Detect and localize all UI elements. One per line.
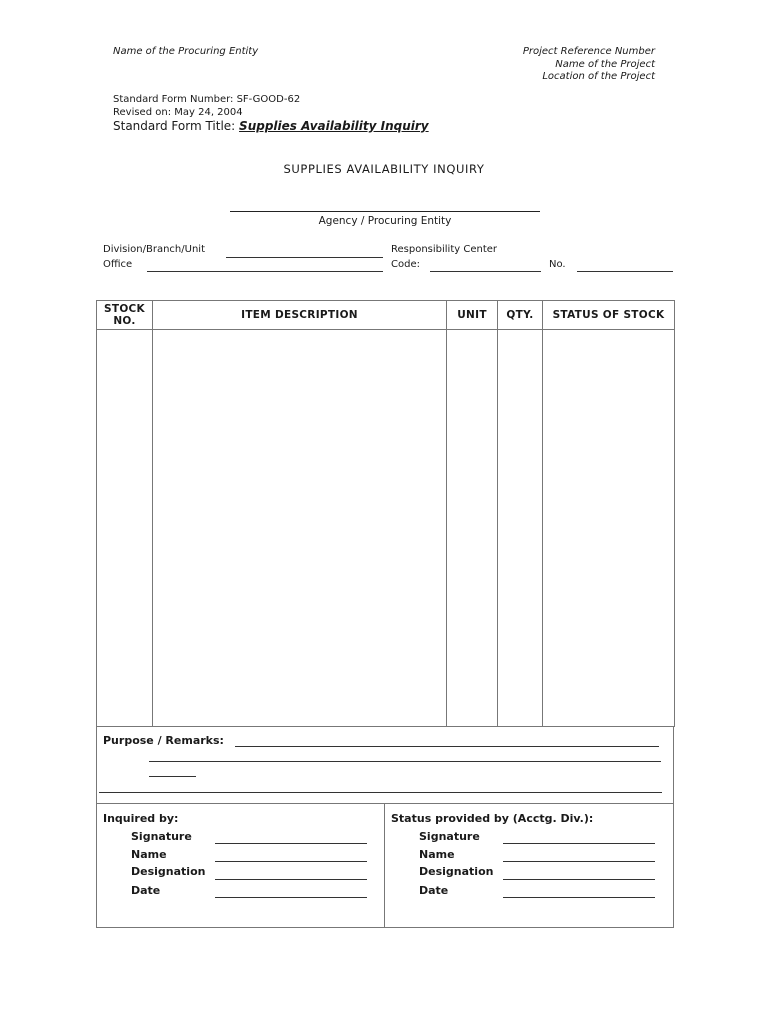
- status-designation-label: Designation: [419, 865, 494, 878]
- code-label: Code:: [391, 259, 420, 270]
- no-label: No.: [549, 259, 566, 270]
- division-input-line[interactable]: [226, 257, 383, 258]
- responsibility-center-label: Responsibility Center: [391, 244, 498, 255]
- inquired-signature-label: Signature: [131, 830, 192, 843]
- document-title: SUPPLIES AVAILABILITY INQUIRY: [283, 162, 485, 176]
- inquired-by-heading: Inquired by:: [103, 812, 179, 825]
- qty-cell[interactable]: [498, 330, 543, 727]
- form-meta: [113, 94, 429, 133]
- inquired-designation-label: Designation: [131, 865, 206, 878]
- status-of-stock-cell[interactable]: [543, 330, 675, 727]
- inquired-signature-line[interactable]: [215, 843, 367, 844]
- project-name: Name of the Project: [555, 58, 655, 70]
- purpose-line-4[interactable]: [99, 792, 662, 793]
- inquired-designation-line[interactable]: [215, 879, 367, 880]
- agency-label: Agency / Procuring Entity: [318, 215, 452, 227]
- office-input-line[interactable]: [147, 271, 383, 272]
- no-input-line[interactable]: [577, 271, 673, 272]
- inquired-date-label: Date: [131, 884, 161, 897]
- purpose-line-1[interactable]: [235, 746, 659, 747]
- status-designation-line[interactable]: [503, 879, 655, 880]
- code-input-line[interactable]: [430, 271, 541, 272]
- status-date-line[interactable]: [503, 897, 655, 898]
- stock-no-cell[interactable]: [97, 330, 153, 727]
- status-signature-label: Signature: [419, 830, 480, 843]
- purpose-line-3[interactable]: [149, 776, 196, 777]
- purpose-remarks-section: [96, 726, 674, 804]
- inquired-name-label: Name: [131, 848, 167, 861]
- office-label: Office: [103, 259, 133, 270]
- purpose-remarks-label: Purpose / Remarks:: [103, 734, 224, 747]
- inquired-name-line[interactable]: [215, 861, 367, 862]
- procuring-entity-name: Name of the Procuring Entity: [113, 46, 259, 57]
- status-date-label: Date: [419, 884, 449, 897]
- items-table: [96, 300, 675, 727]
- project-location: Location of the Project: [542, 71, 655, 82]
- inquired-date-line[interactable]: [215, 897, 367, 898]
- project-reference-number: Project Reference Number: [522, 46, 655, 57]
- form-number: Standard Form Number: SF-GOOD-62: [113, 94, 301, 105]
- purpose-line-2[interactable]: [149, 761, 661, 762]
- table-header-row: [97, 301, 675, 330]
- form-title-line: [113, 120, 429, 133]
- item-description-cell[interactable]: [153, 330, 447, 727]
- division-label: Division/Branch/Unit: [103, 244, 205, 255]
- status-name-line[interactable]: [503, 861, 655, 862]
- col-item-description: ITEM DESCRIPTION: [153, 301, 447, 330]
- status-provided-heading: Status provided by (Acctg. Div.):: [391, 812, 594, 825]
- col-stock-no: STOCK NO.: [97, 301, 153, 330]
- revised-date: Revised on: May 24, 2004: [113, 106, 243, 118]
- agency-input-line[interactable]: [230, 211, 540, 212]
- signature-section: [96, 804, 674, 928]
- col-status-of-stock: STATUS OF STOCK: [543, 301, 675, 330]
- table-row: [97, 330, 675, 727]
- unit-cell[interactable]: [447, 330, 498, 727]
- col-qty: QTY.: [498, 301, 543, 330]
- project-info: [523, 46, 655, 84]
- form-title-prefix: Standard Form Title:: [113, 119, 236, 133]
- form-title-value: Supplies Availability Inquiry: [239, 119, 429, 133]
- status-signature-line[interactable]: [503, 843, 655, 844]
- signature-divider: [384, 804, 385, 927]
- status-name-label: Name: [419, 848, 455, 861]
- col-unit: UNIT: [447, 301, 498, 330]
